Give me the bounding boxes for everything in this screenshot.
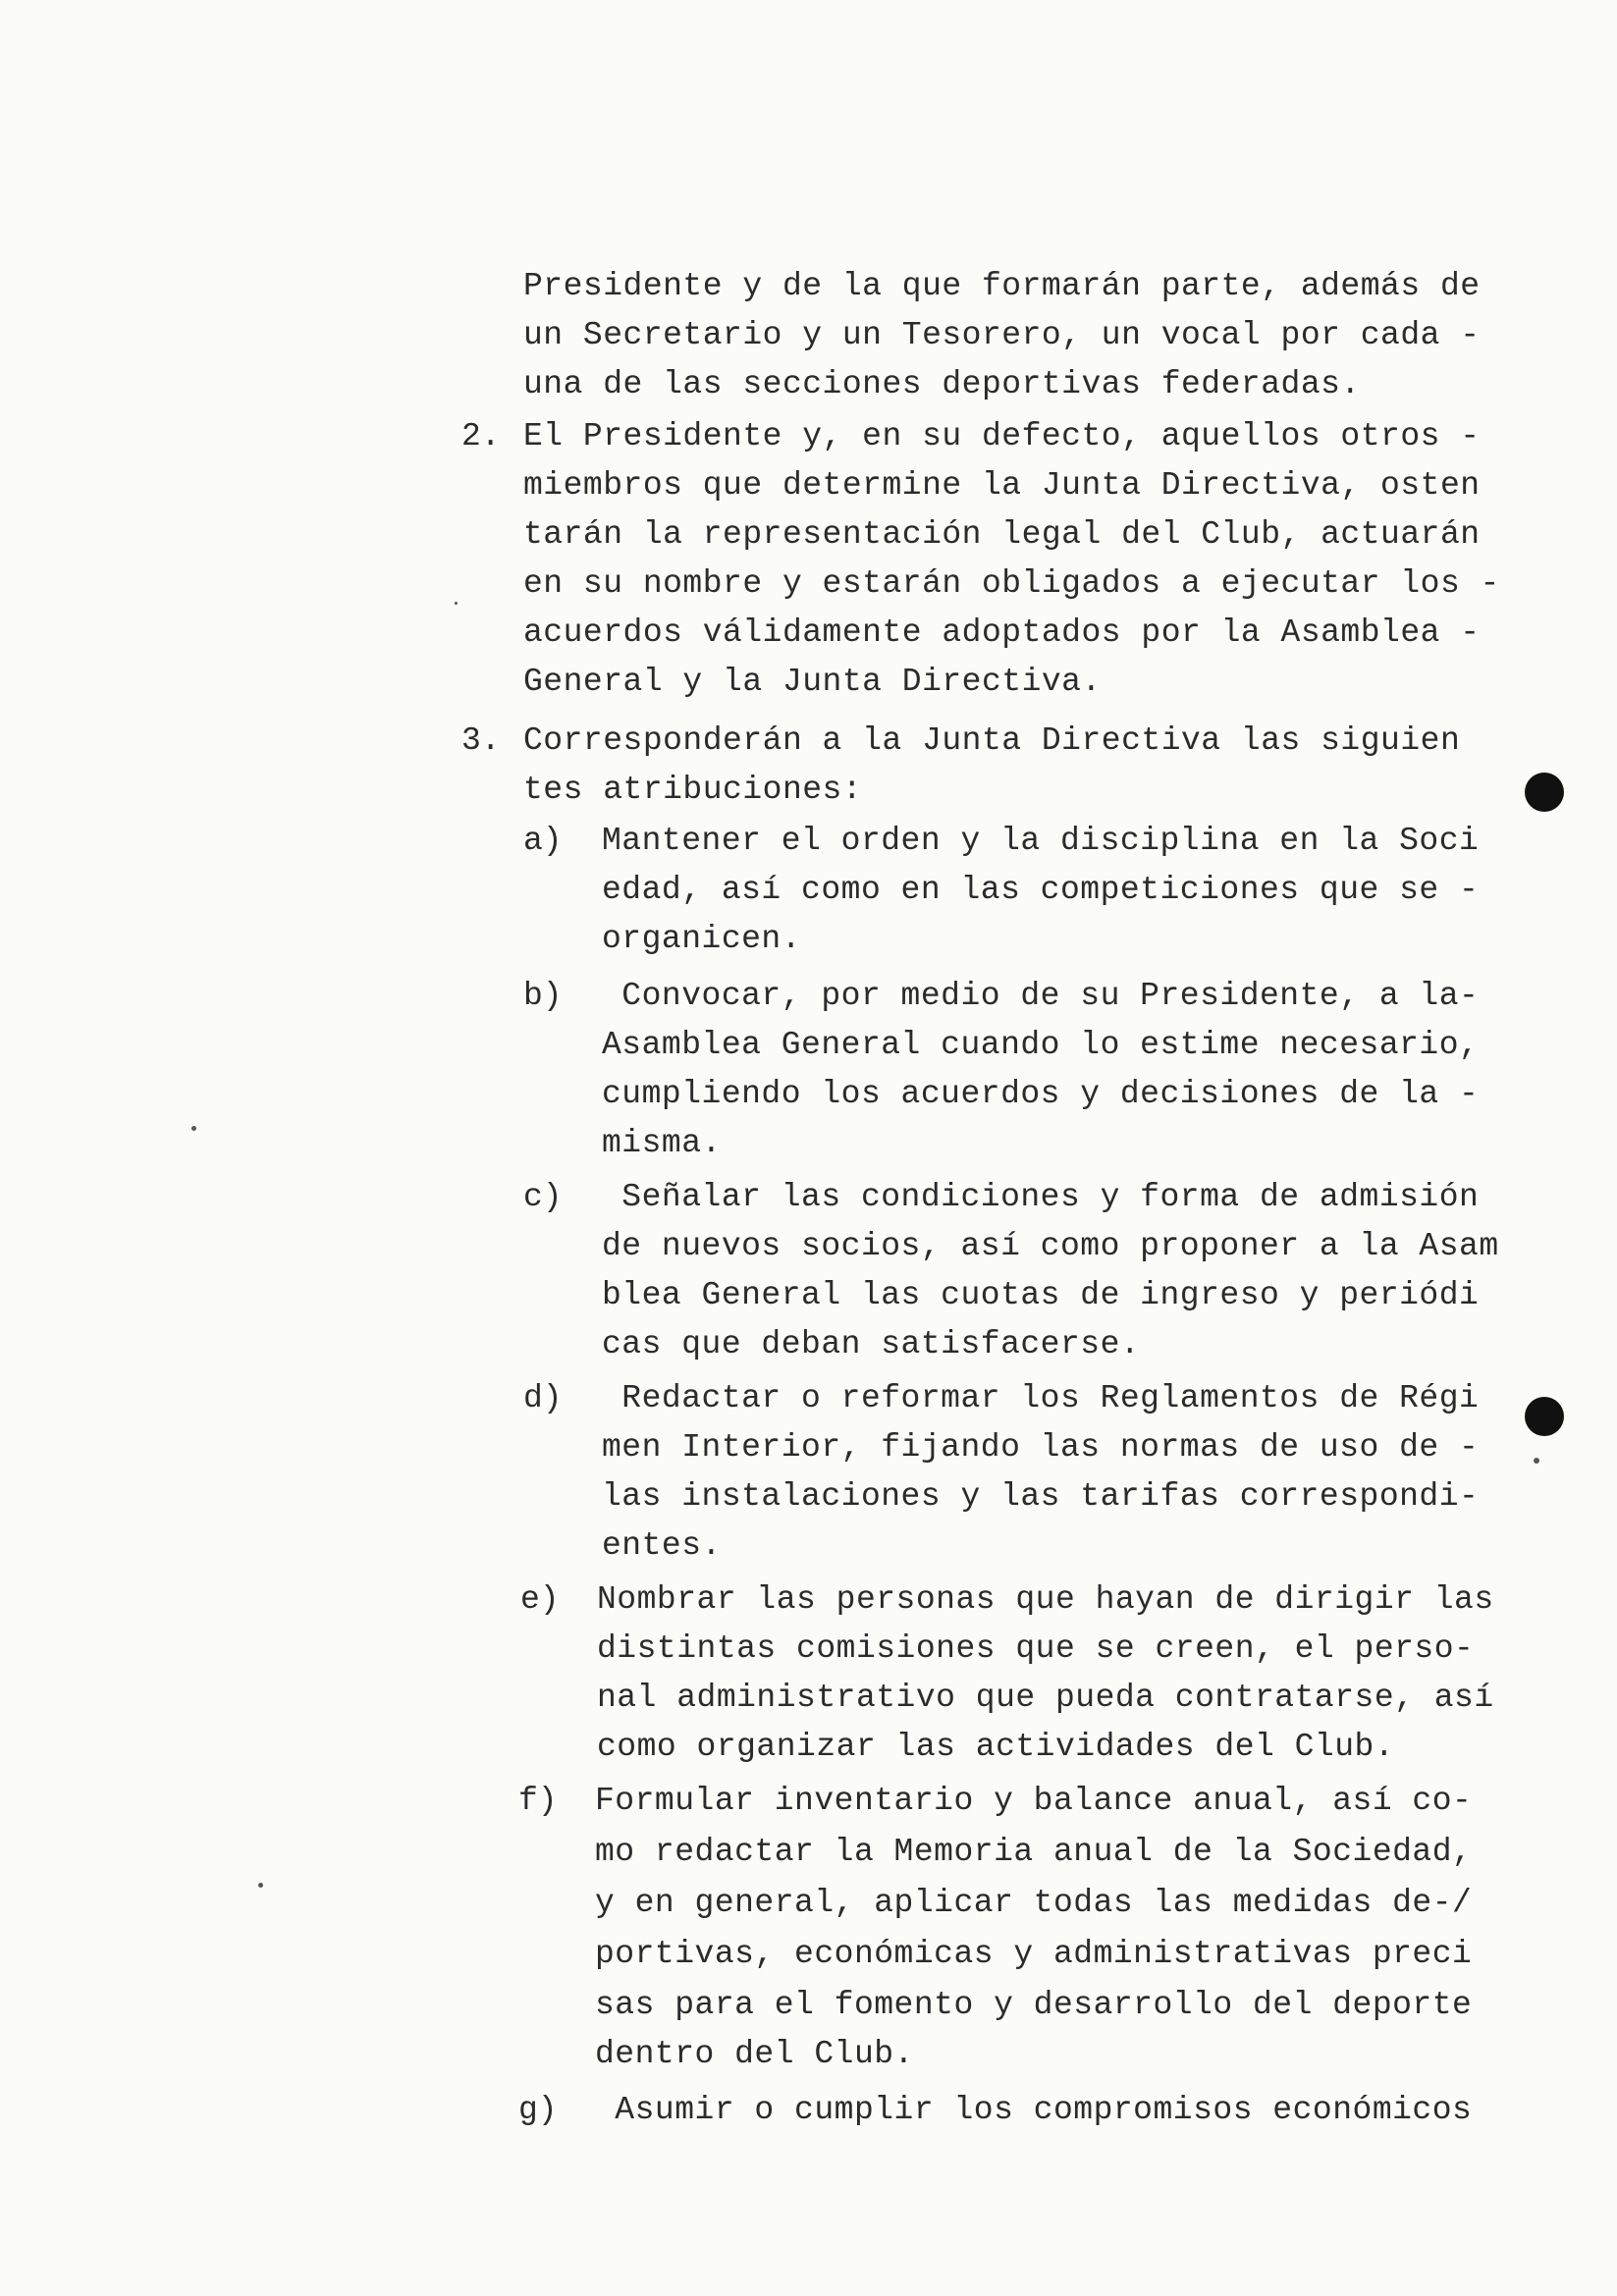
subitem-d-line: men Interior, fijando las normas de uso de - [602, 1429, 1480, 1466]
subitem-b-line: misma. [602, 1125, 722, 1161]
item-2-line: El Presidente y, en su defecto, aquellos otros - [523, 418, 1481, 454]
subitem-g-line: Asumir o cumplir los compromisos económicos [595, 2092, 1473, 2128]
item-2-line: en su nombre y estarán obligados a ejecutar los - [523, 565, 1500, 602]
paper-speck [455, 602, 458, 605]
subitem-d-letter: d) [523, 1380, 563, 1416]
item-2-line: acuerdos válidamente adoptados por la Asamblea - [523, 614, 1481, 651]
subitem-f-line: mo redactar la Memoria anual de la Sociedad, [595, 1834, 1473, 1870]
subitem-c-line: blea General las cuotas de ingreso y periódi [602, 1277, 1480, 1313]
subitem-c-letter: c) [523, 1179, 563, 1215]
item-3-line: tes atribuciones: [523, 772, 863, 808]
subitem-f-line: portivas, económicas y administrativas preci [595, 1936, 1473, 1972]
subitem-c-line: Señalar las condiciones y forma de admisión [602, 1179, 1480, 1215]
intro-line: Presidente y de la que formarán parte, además de [523, 268, 1481, 304]
subitem-a-letter: a) [523, 823, 563, 859]
subitem-e-line: como organizar las actividades del Club. [597, 1729, 1395, 1765]
binder-hole-top [1525, 773, 1564, 812]
subitem-b-line: Convocar, por medio de su Presidente, a la- [602, 978, 1480, 1014]
subitem-c-line: cas que deban satisfacerse. [602, 1326, 1141, 1362]
subitem-a-line: Mantener el orden y la disciplina en la Soci [602, 823, 1480, 859]
subitem-e-letter: e) [520, 1581, 560, 1618]
intro-line: un Secretario y un Tesorero, un vocal por cada - [523, 317, 1481, 353]
subitem-b-letter: b) [523, 978, 563, 1014]
item-2-line: tarán la representación legal del Club, actuarán [523, 516, 1481, 553]
item-2-line: miembros que determine la Junta Directiva, osten [523, 467, 1481, 504]
subitem-e-line: nal administrativo que pueda contratarse, así [597, 1680, 1494, 1716]
subitem-f-letter: f) [518, 1783, 558, 1819]
subitem-a-line: organicen. [602, 921, 802, 957]
subitem-d-line: Redactar o reformar los Reglamentos de Régi [602, 1380, 1480, 1416]
subitem-d-line: las instalaciones y las tarifas correspondi- [602, 1478, 1480, 1515]
subitem-f-line: dentro del Club. [595, 2036, 914, 2072]
subitem-d-line: entes. [602, 1527, 722, 1564]
subitem-e-line: distintas comisiones que se creen, el perso- [597, 1630, 1475, 1667]
subitem-f-line: sas para el fomento y desarrollo del deporte [595, 1987, 1473, 2023]
paper-speck [191, 1126, 196, 1131]
subitem-b-line: Asamblea General cuando lo estime necesario, [602, 1027, 1480, 1063]
item-3-number: 3. [461, 722, 501, 759]
subitem-b-line: cumpliendo los acuerdos y decisiones de la - [602, 1076, 1480, 1112]
subitem-f-line: y en general, aplicar todas las medidas de-/ [595, 1885, 1473, 1921]
item-2-line: General y la Junta Directiva. [523, 664, 1102, 700]
item-3-line: Corresponderán a la Junta Directiva las siguien [523, 722, 1461, 759]
subitem-f-line: Formular inventario y balance anual, así co- [595, 1783, 1473, 1819]
intro-line: una de las secciones deportivas federadas. [523, 366, 1361, 402]
paper-speck [1534, 1458, 1539, 1464]
item-2-number: 2. [461, 418, 501, 454]
subitem-a-line: edad, así como en las competiciones que se - [602, 872, 1480, 908]
paper-speck [258, 1883, 263, 1888]
binder-hole-bottom [1525, 1397, 1564, 1436]
subitem-e-line: Nombrar las personas que hayan de dirigir las [597, 1581, 1494, 1618]
subitem-c-line: de nuevos socios, así como proponer a la Asam [602, 1228, 1499, 1264]
subitem-g-letter: g) [518, 2092, 558, 2128]
